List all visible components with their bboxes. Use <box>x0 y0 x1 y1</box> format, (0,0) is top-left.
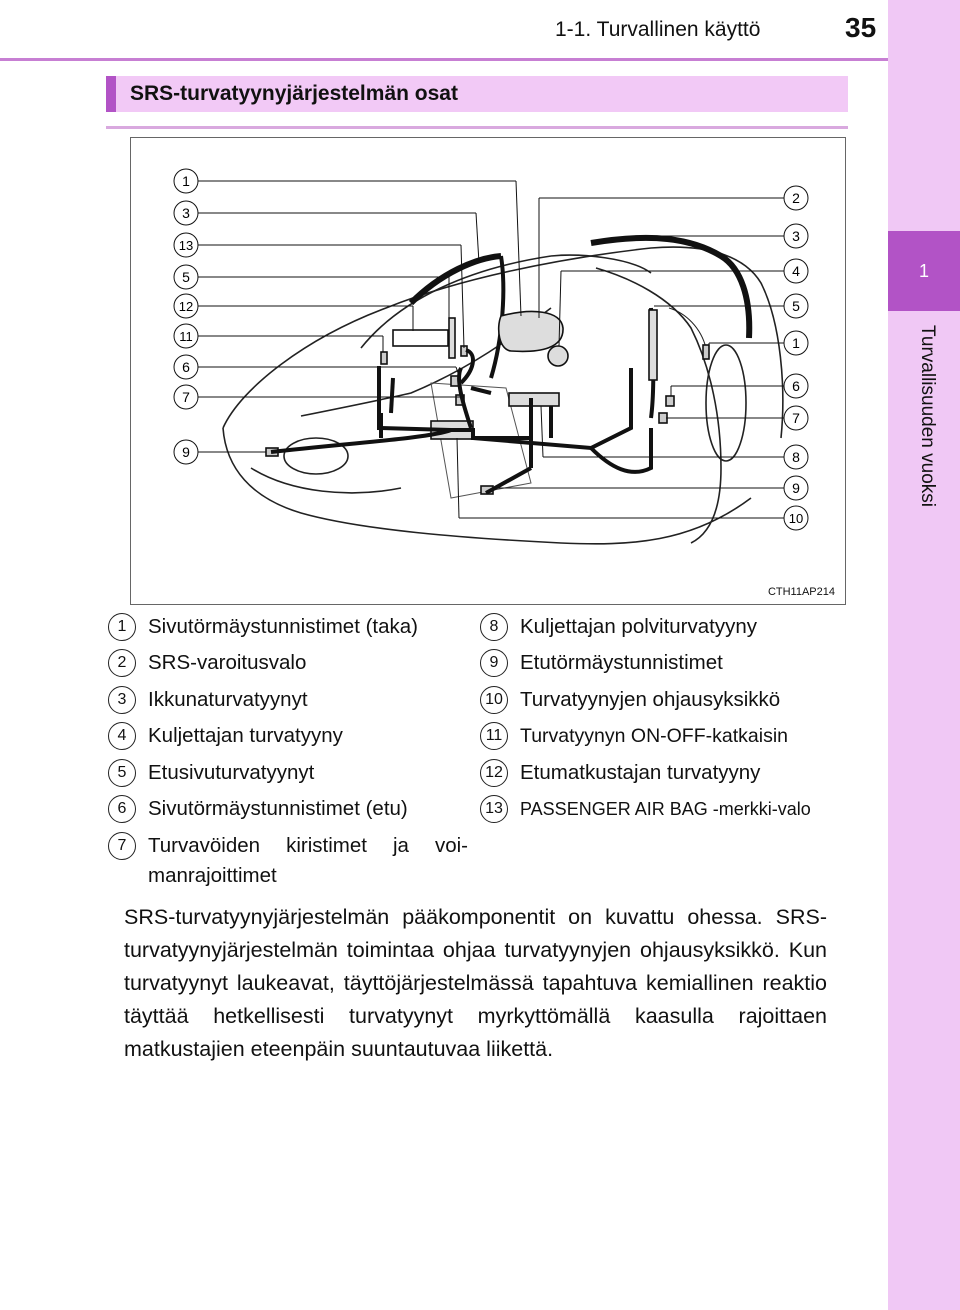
callout-right-10 <box>784 506 808 530</box>
section-header: 1-1. Turvallinen käyttö <box>555 18 761 41</box>
legend-item <box>108 648 468 678</box>
callout-left-4 <box>174 265 198 289</box>
svg-text:3: 3 <box>792 228 800 244</box>
svg-text:9: 9 <box>182 444 190 460</box>
legend-number: 9 <box>480 649 508 677</box>
legend-text: Etutörmäystunnistimet <box>520 651 723 674</box>
svg-text:5: 5 <box>792 298 800 314</box>
svg-text:7: 7 <box>182 389 190 405</box>
legend-text: Turvatyynyn ON-OFF-katkaisin <box>520 725 788 747</box>
svg-text:13: 13 <box>178 238 194 253</box>
legend-item <box>480 648 848 678</box>
callout-right-3 <box>784 259 808 283</box>
callout-right-4 <box>784 294 808 318</box>
legend-number: 7 <box>108 832 136 860</box>
svg-text:9: 9 <box>792 480 800 496</box>
legend-text: Turvavöiden kiristimet ja voi-manrajoittimet <box>148 834 468 887</box>
right-callouts <box>784 186 808 530</box>
svg-text:8: 8 <box>792 449 800 465</box>
legend-text: Etumatkustajan turvatyyny <box>520 761 761 784</box>
legend-text: Kuljettajan polviturvatyyny <box>520 615 758 638</box>
legend-item <box>480 758 848 788</box>
legend-text: Ikkunaturvatyynyt <box>148 688 308 711</box>
legend-number: 3 <box>108 686 136 714</box>
legend-text: Etusivuturvatyynyt <box>148 761 315 784</box>
chapter-tab: 1 <box>888 231 960 311</box>
legend-item <box>108 831 468 891</box>
svg-text:3: 3 <box>182 205 190 221</box>
legend-text: PASSENGER AIR BAG -merkki-valo <box>520 799 811 819</box>
callout-right-1 <box>784 186 808 210</box>
legend-item <box>108 685 468 715</box>
legend-item <box>480 721 848 751</box>
callout-left-8 <box>174 385 198 409</box>
airbag-system-figure <box>130 137 846 605</box>
legend-item <box>108 721 468 751</box>
chapter-title: Turvallisuuden vuoksi <box>917 325 938 507</box>
callout-left-2 <box>174 201 198 225</box>
legend-item <box>480 685 848 715</box>
callout-left-9 <box>174 440 198 464</box>
legend-number: 12 <box>480 759 508 787</box>
legend-text: Turvatyynyjen ohjausyksikkö <box>520 688 781 711</box>
title-rule <box>106 126 848 129</box>
legend-number: 10 <box>480 686 508 714</box>
legend-item <box>480 794 848 824</box>
section-title-bar <box>106 76 848 112</box>
svg-text:1: 1 <box>792 335 800 351</box>
legend-text: Kuljettajan turvatyyny <box>148 724 343 747</box>
callout-left-1 <box>174 169 198 193</box>
svg-text:6: 6 <box>792 378 800 394</box>
header-rule <box>0 58 888 61</box>
svg-text:5: 5 <box>182 269 190 285</box>
svg-text:1: 1 <box>182 173 190 189</box>
legend-item <box>480 612 848 642</box>
callout-left-5 <box>174 294 198 318</box>
svg-text:6: 6 <box>182 359 190 375</box>
callout-right-5 <box>784 331 808 355</box>
svg-text:7: 7 <box>792 410 800 426</box>
callout-right-9 <box>784 476 808 500</box>
callout-right-8 <box>784 445 808 469</box>
legend-number: 11 <box>480 722 508 750</box>
car-airbag-illustration <box>131 138 847 606</box>
legend-number: 6 <box>108 795 136 823</box>
svg-text:11: 11 <box>179 329 193 344</box>
legend-item <box>108 758 468 788</box>
section-title: SRS-turvatyynyjärjestelmän osat <box>130 82 458 105</box>
callout-left-7 <box>174 355 198 379</box>
legend-item <box>108 794 468 824</box>
legend-number: 8 <box>480 613 508 641</box>
legend-text: Sivutörmäystunnistimet (taka) <box>148 615 419 638</box>
callout-right-2 <box>784 224 808 248</box>
svg-text:2: 2 <box>792 190 800 206</box>
svg-text:4: 4 <box>792 263 800 279</box>
callout-right-6 <box>784 374 808 398</box>
legend-item <box>108 612 468 642</box>
svg-text:12: 12 <box>178 299 194 314</box>
callout-left-3 <box>174 233 198 257</box>
legend-number: 5 <box>108 759 136 787</box>
legend-number: 4 <box>108 722 136 750</box>
legend-number: 1 <box>108 613 136 641</box>
callout-right-7 <box>784 406 808 430</box>
legend-number: 13 <box>480 795 508 823</box>
left-callouts <box>174 169 198 464</box>
page-number: 35 <box>845 12 877 43</box>
callout-left-6 <box>174 324 198 348</box>
body-paragraph: SRS-turvatyynyjärjestelmän pääkomponentit on kuvattu ohessa. SRS-turvatyynyjärjestelmän toimintaa ohjaa turvatyynyjen ohjausyksikkö. Kun turvatyynyt laukeavat, täyttöjärjestelmässä tapahtuva kemiallinen reaktio täyttää hetkellisesti turvatyynyt myrkyttömällä kaasulla rajoittaen matkustajien eteenpäin suuntautuvaa liikettä. <box>124 905 827 1061</box>
legend-number: 2 <box>108 649 136 677</box>
legend-text: Sivutörmäystunnistimet (etu) <box>148 797 408 820</box>
chapter-sidebar <box>888 0 960 1310</box>
svg-text:10: 10 <box>788 511 804 526</box>
legend-text: SRS-varoitusvalo <box>148 651 307 674</box>
figure-code: CTH11AP214 <box>767 586 835 598</box>
